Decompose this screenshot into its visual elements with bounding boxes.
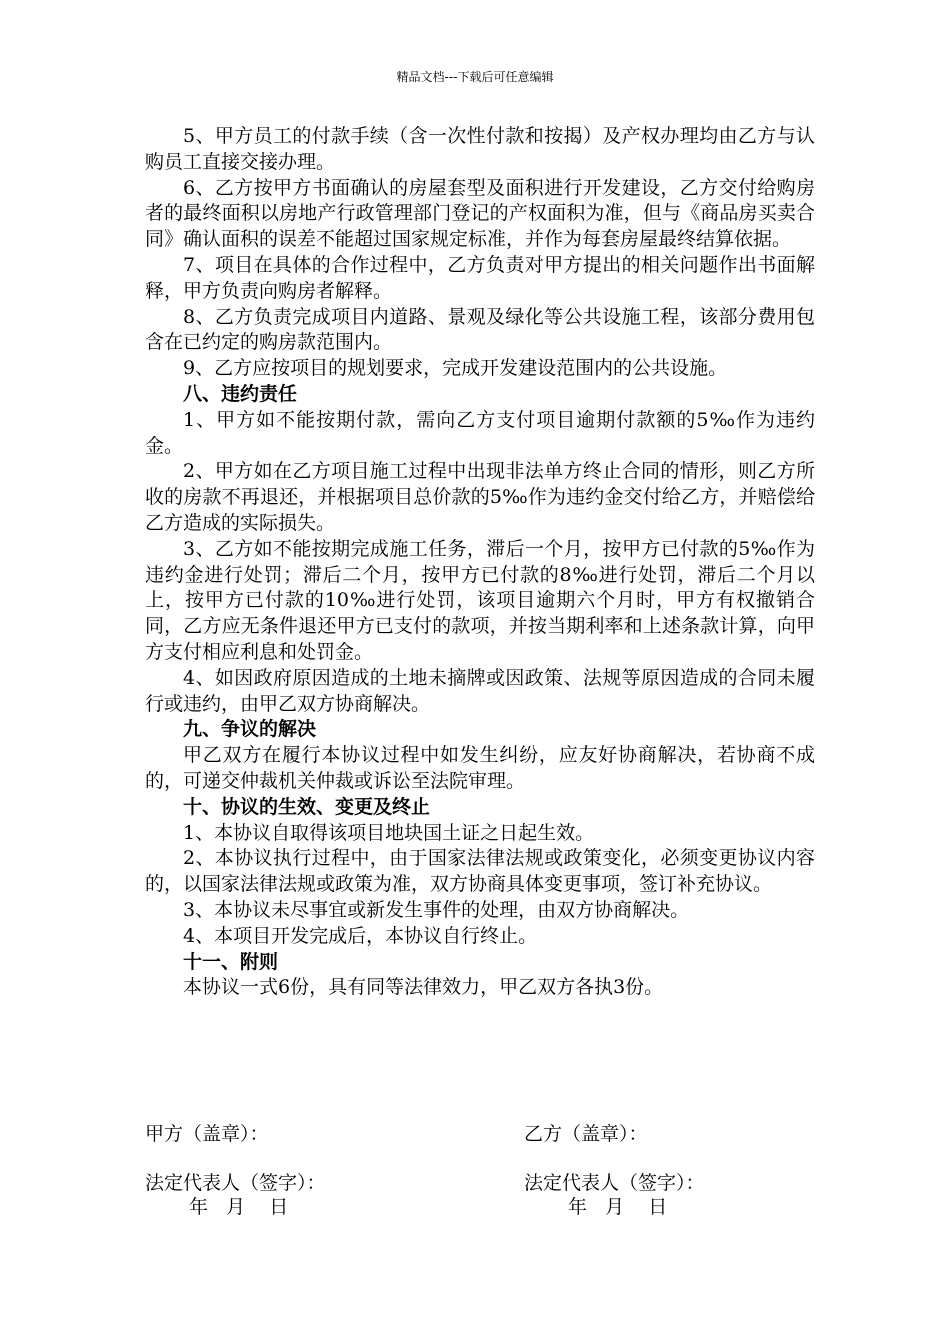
clause-7-5: 5、甲方员工的付款手续（含一次性付款和按揭）及产权办理均由乙方与认购员工直接交接办理。	[145, 125, 815, 173]
party-a-date: 年 月 日	[189, 1196, 289, 1218]
clause-7-7: 7、项目在具体的合作过程中，乙方负责对甲方提出的相关问题作出书面解释，甲方负责向购房者解释。	[145, 253, 815, 302]
party-b-representative: 法定代表人（签字）：	[524, 1172, 705, 1194]
clause-10-2: 2、本协议执行过程中，由于国家法律法规或政策变化，必须变更协议内容的，以国家法律法规或政策为准，双方协商具体变更事项，签订补充协议。	[145, 847, 815, 896]
party-a-seal: 甲方（盖章）：	[145, 1123, 269, 1145]
clause-8-4: 4、如因政府原因造成的土地未摘牌或因政策、法规等原因造成的合同未履行或违约，由甲乙双方协商解决。	[145, 666, 815, 715]
clause-10-3: 3、本协议未尽事宜或新发生事件的处理，由双方协商解决。	[183, 898, 690, 921]
clause-8-1: 1、甲方如不能按期付款，需向乙方支付项目逾期付款额的5‰作为违约金。	[145, 408, 815, 457]
clause-10-1: 1、本协议自取得该项目地块国土证之日起生效。	[183, 821, 595, 844]
clause-8-3: 3、乙方如不能按期完成施工任务，滞后一个月，按甲方已付款的5‰作为违约金进行处罚；滞后二个月，按甲方已付款的8‰进行处罚，滞后二个月以上，按甲方已付款的10‰进行处罚，该项目逾期六个月时，甲方有权撤销合同，乙方应无条件退还甲方已支付的款项，并按当期利率和上述条款计算，向甲方支付相应利息和处罚金。	[145, 537, 815, 663]
clause-11-1: 本协议一式6份，具有同等法律效力，甲乙双方各执3份。	[183, 976, 664, 999]
contract-body	[145, 124, 815, 1001]
party-b-seal: 乙方（盖章）：	[524, 1123, 648, 1145]
section-9-title: 九、争议的解决	[183, 718, 317, 741]
section-8-title: 八、违约责任	[183, 382, 298, 405]
party-b-date: 年 月 日	[568, 1196, 668, 1218]
page-header: 精品文档---下载后可任意编辑	[396, 70, 554, 84]
clause-7-9: 9、乙方应按项目的规划要求，完成开发建设范围内的公共设施。	[183, 357, 728, 380]
clause-10-4: 4、本项目开发完成后，本协议自行终止。	[183, 924, 538, 947]
party-a-representative: 法定代表人（签字）：	[145, 1172, 326, 1194]
clause-7-8: 8、乙方负责完成项目内道路、景观及绿化等公共设施工程，该部分费用包含在已约定的购房款范围内。	[145, 305, 815, 354]
clause-7-6: 6、乙方按甲方书面确认的房屋套型及面积进行开发建设，乙方交付给购房者的最终面积以房地产行政管理部门登记的产权面积为准，但与《商品房买卖合同》确认面积的误差不能超过国家规定标准，并作为每套房屋最终结算依据。	[145, 176, 815, 251]
clause-9-1: 甲乙双方在履行本协议过程中如发生纠纷，应友好协商解决，若协商不成的，可递交仲裁机关仲裁或诉讼至法院审理。	[145, 744, 815, 792]
section-10-title: 十、协议的生效、变更及终止	[183, 795, 431, 818]
clause-8-2: 2、甲方如在乙方项目施工过程中出现非法单方终止合同的情形，则乙方所收的房款不再退还，并根据项目总价款的5‰作为违约金交付给乙方，并赔偿给乙方造成的实际损失。	[145, 460, 815, 534]
section-11-title: 十一、附则	[183, 950, 279, 973]
